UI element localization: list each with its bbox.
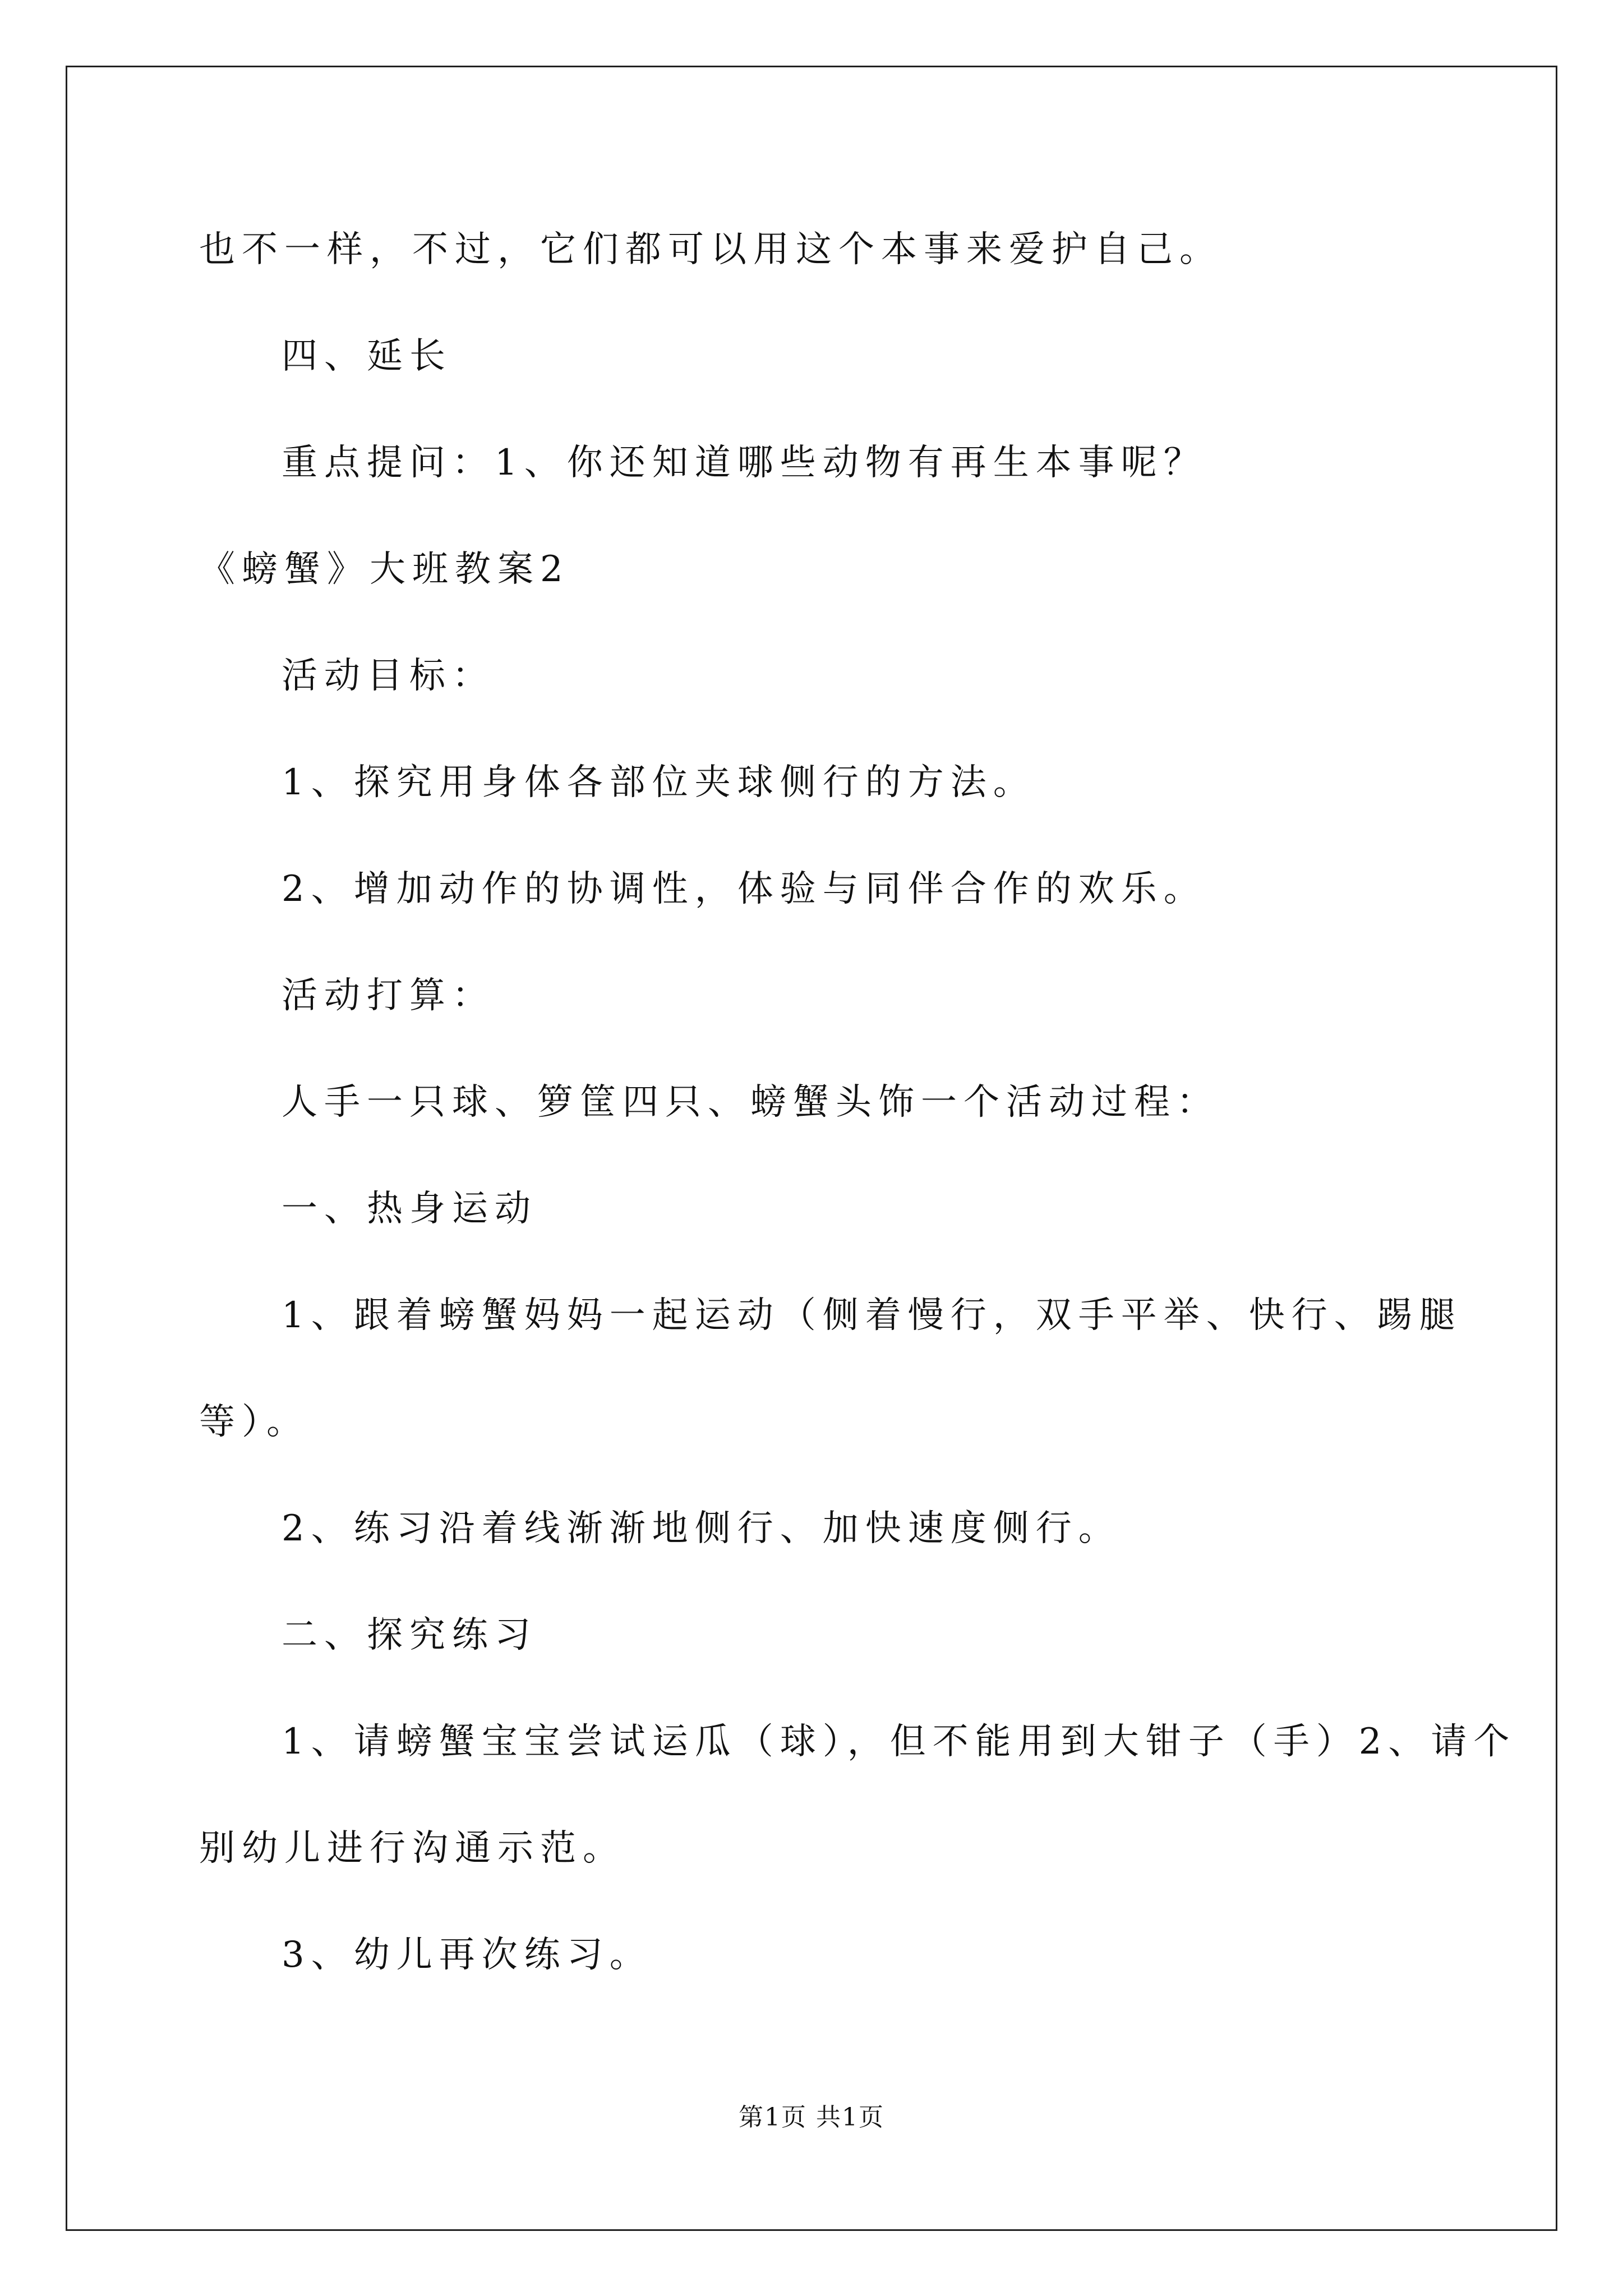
exploration-step-3: 3、幼儿再次练习。: [282, 1934, 652, 1976]
page-border: [66, 66, 1557, 2231]
section-heading-warmup: 一、热身运动: [282, 1188, 537, 1230]
key-question: 重点提问：1、你还知道哪些动物有再生本事呢？: [282, 442, 1206, 484]
warmup-step-1: 1、跟着螃蟹妈妈一起运动（侧着慢行，双手平举、快行、踢腿: [282, 1295, 1462, 1336]
paragraph-continuation: 也不一样，不过，它们都可以用这个本事来爱护自己。: [199, 229, 1222, 270]
warmup-step-1-continuation: 等）。: [199, 1401, 309, 1443]
section-heading-extension: 四、延长: [282, 335, 452, 377]
heading-activity-goals: 活动目标：: [282, 655, 495, 697]
heading-activity-preparation: 活动打算：: [282, 975, 495, 1016]
page-number-footer: 第1页 共1页: [739, 2103, 884, 2132]
exploration-step-1-continuation: 别幼儿进行沟通示范。: [199, 1828, 625, 1869]
warmup-step-2: 2、练习沿着线渐渐地侧行、加快速度侧行。: [282, 1508, 1121, 1549]
goal-item-1: 1、探究用身体各部位夹球侧行的方法。: [282, 762, 1036, 803]
lesson-plan-title: 《螃蟹》大班教案2: [199, 549, 570, 590]
section-heading-exploration: 二、探究练习: [282, 1614, 537, 1656]
preparation-materials: 人手一只球、箩筐四只、螃蟹头饰一个活动过程：: [282, 1082, 1219, 1123]
exploration-step-1: 1、请螃蟹宝宝尝试运瓜（球），但不能用到大钳子（手）2、请个: [282, 1721, 1516, 1763]
goal-item-2: 2、增加动作的协调性，体验与同伴合作的欢乐。: [282, 868, 1206, 910]
